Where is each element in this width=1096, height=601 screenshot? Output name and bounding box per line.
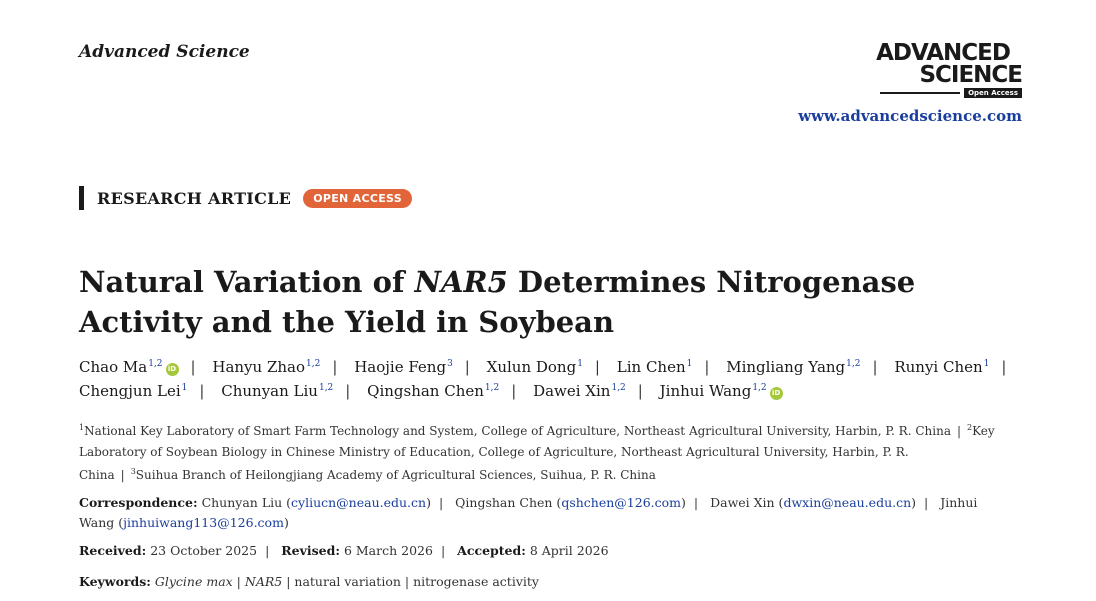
correspondent-email[interactable]: cyliucn@neau.edu.cn	[291, 495, 427, 510]
author-affiliation-mark: 1	[983, 359, 990, 369]
affiliation-number: 3	[130, 467, 136, 476]
affiliations	[79, 418, 1009, 486]
author-affiliation-mark: 1,2	[752, 383, 767, 393]
logo-rule	[852, 88, 1022, 98]
keyword: nitrogenase activity	[413, 574, 539, 589]
author-name[interactable]: Chao Ma$^{1,2}$ iD	[79, 358, 179, 376]
affiliation-number: 2	[967, 423, 973, 432]
journal-logo[interactable]	[852, 42, 1022, 98]
correspondent-name: Dawei Xin (	[706, 495, 784, 510]
title-gene: NAR5	[414, 265, 508, 299]
author-affiliation-mark: 1	[181, 383, 188, 393]
article-type-label: RESEARCH ARTICLE	[97, 188, 292, 208]
logo-line-2: SCIENCE	[919, 62, 1022, 88]
author-name[interactable]: Dawei Xin$^{1,2}$	[533, 382, 626, 400]
author-affiliation-mark: 1,2	[611, 383, 626, 393]
author-separator: |	[1001, 358, 1007, 376]
correspondent-email[interactable]: jinhuiwang113@126.com	[123, 515, 284, 530]
received-date: 23 October 2025	[150, 543, 258, 558]
keyword: natural variation	[294, 574, 401, 589]
author-name[interactable]: Chunyan Liu$^{1,2}$	[221, 382, 334, 400]
affiliation-text: National Key Laboratory of Smart Farm Technology and System, College of Agriculture, Northeast Agricultural University, Harbin, P. R. China	[84, 424, 951, 438]
affiliation-separator: |	[956, 424, 962, 438]
author-separator: |	[511, 382, 517, 400]
author-affiliation-mark: 1	[686, 359, 693, 369]
article-dates: Received: 23 October 2025 | Revised: 6 March 2026 | Accepted: 8 April 2026	[79, 543, 609, 558]
correspondent-name: Chunyan Liu (	[201, 495, 292, 510]
correspondence-separator: |	[693, 495, 699, 510]
orcid-icon[interactable]: iD	[166, 363, 179, 376]
affiliation-separator: |	[120, 468, 125, 482]
author-separator: |	[199, 382, 205, 400]
author-name[interactable]: Runyi Chen$^1$	[894, 358, 990, 376]
revised-date: 6 March 2026	[343, 543, 433, 558]
author-name[interactable]: Hanyu Zhao$^{1,2}$	[212, 358, 321, 376]
keywords: Keywords: Glycine max | NAR5 | natural variation | nitrogenase activity	[79, 574, 539, 589]
correspondence: Correspondence: Chunyan Liu (cyliucn@neau.edu.cn) | Qingshan Chen (qshchen@126.com) | Dawei Xin (dwxin@neau.edu.cn) | Jinhui Wang (jinhuiwang113@126.com)	[79, 495, 978, 530]
author-separator: |	[332, 358, 338, 376]
keywords-label: Keywords:	[79, 574, 151, 589]
author-name[interactable]: Xulun Dong$^1$	[486, 358, 583, 376]
author-affiliation-mark: 1,2	[846, 359, 861, 369]
orcid-icon[interactable]: iD	[770, 387, 783, 400]
keyword: NAR5	[244, 574, 283, 589]
affiliation-text: Key Laboratory of Soybean Biology in Chinese Ministry of Education, College of Agriculture, Northeast Agricultural University, Harbin, P. R. China	[79, 424, 995, 482]
keyword: Glycine max	[154, 574, 233, 589]
title-post: Determines Nitrogenase Activity and the Yield in Soybean	[79, 265, 916, 339]
accepted-date: 8 April 2026	[529, 543, 609, 558]
correspondence-label: Correspondence:	[79, 495, 198, 510]
open-access-badge: OPEN ACCESS	[303, 189, 412, 208]
author-name[interactable]: Haojie Feng$^3$	[354, 358, 453, 376]
accepted-label: Accepted:	[457, 543, 526, 558]
correspondent-name: Qingshan Chen (	[451, 495, 562, 510]
author-separator: |	[704, 358, 710, 376]
logo-open-access: Open Access	[964, 88, 1022, 98]
author-affiliation-mark: 1	[577, 359, 583, 369]
author-separator: |	[190, 358, 196, 376]
author-affiliation-mark: 1,2	[148, 359, 163, 369]
logo-bar	[880, 92, 960, 94]
correspondence-separator: |	[924, 495, 929, 510]
author-separator: |	[637, 382, 643, 400]
correspondent-name: Jinhui Wang (	[79, 495, 978, 530]
journal-url[interactable]: www.advancedscience.com	[798, 107, 1022, 125]
correspondence-separator: |	[438, 495, 444, 510]
correspondent-email[interactable]: dwxin@neau.edu.cn	[783, 495, 912, 510]
author-separator: |	[594, 358, 600, 376]
author-name[interactable]: Jinhui Wang$^{1,2}$ iD	[660, 382, 783, 400]
author-affiliation-mark: 1,2	[318, 383, 334, 393]
author-affiliation-mark: 1,2	[306, 359, 321, 369]
received-label: Received:	[79, 543, 147, 558]
author-separator: |	[464, 358, 470, 376]
correspondent-email[interactable]: qshchen@126.com	[561, 495, 682, 510]
title-pre: Natural Variation of	[79, 265, 415, 299]
author-separator: |	[872, 358, 878, 376]
article-title	[79, 262, 1039, 342]
author-affiliation-mark: 1,2	[484, 383, 500, 393]
affiliation-number: 1	[79, 423, 85, 432]
author-name[interactable]: Lin Chen$^1$	[616, 358, 693, 376]
author-name[interactable]: Mingliang Yang$^{1,2}$	[726, 358, 861, 376]
affiliation-text: Suihua Branch of Heilongjiang Academy of Agricultural Sciences, Suihua, P. R. China	[135, 468, 656, 482]
author-affiliation-mark: 3	[447, 359, 453, 369]
author-name[interactable]: Chengjun Lei$^1$	[79, 382, 188, 400]
author-separator: |	[345, 382, 351, 400]
author-name[interactable]: Qingshan Chen$^{1,2}$	[367, 382, 500, 400]
author-list	[79, 354, 1039, 402]
logo-line-1: ADVANCED	[876, 40, 1010, 66]
journal-name: Advanced Science	[79, 42, 250, 62]
article-type-bar	[79, 186, 84, 210]
article-type-row	[79, 186, 412, 210]
revised-label: Revised:	[281, 543, 340, 558]
